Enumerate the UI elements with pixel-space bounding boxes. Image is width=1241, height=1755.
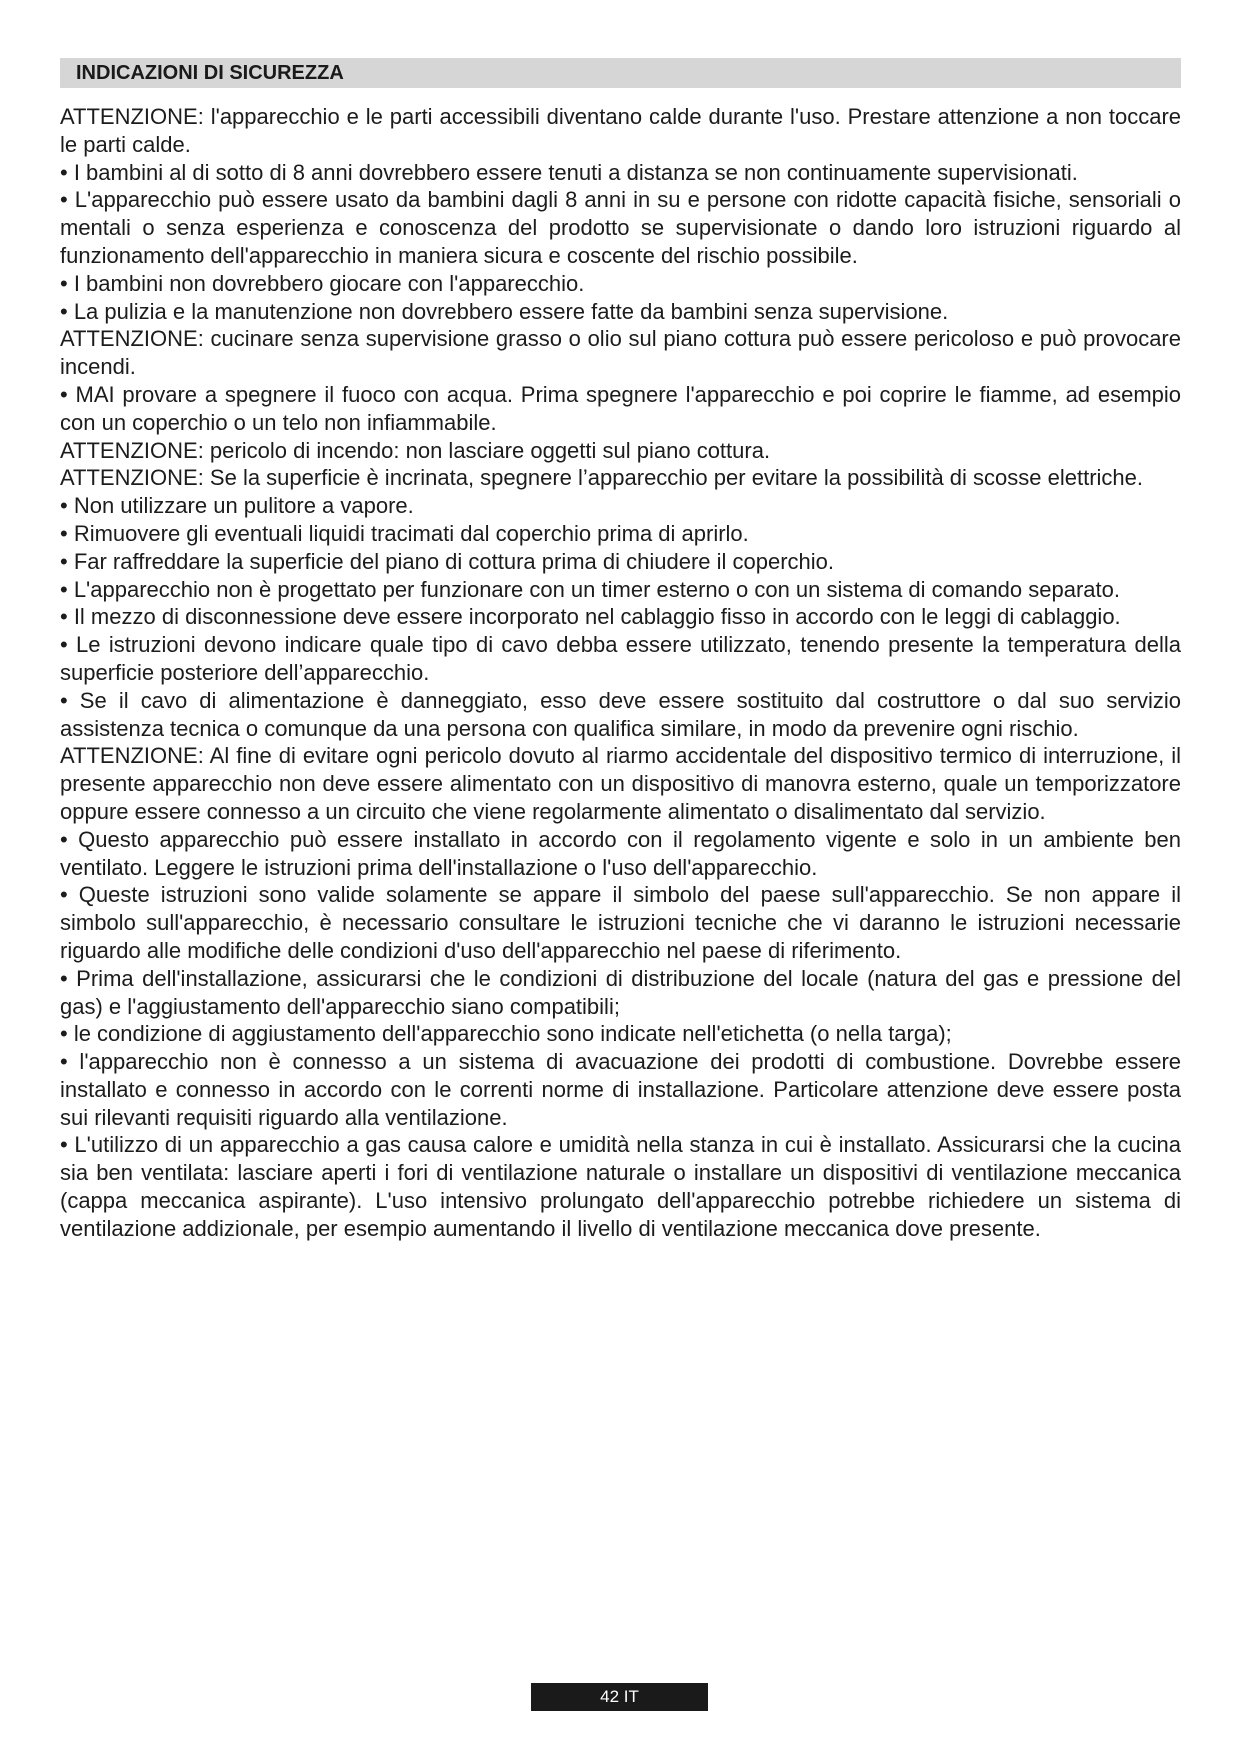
paragraph: • Queste istruzioni sono valide solamente se appare il simbolo del paese sull'apparecchio. Se non appare il simbolo sull'apparecchio, è necessario consultare le istruzioni tecniche che vi daranno le istruzioni necessarie riguardo alle modifiche delle condizioni d'uso dell'apparecchio nel paese di riferimento. [60, 882, 1181, 963]
paragraph: • L'utilizzo di un apparecchio a gas causa calore e umidità nella stanza in cui è installato. Assicurarsi che la cucina sia ben ventilata: lasciare aperti i fori di ventilazione naturale o installare un dispositivi di ventilazione meccanica (cappa meccanica aspirante). L'uso intensivo prolungato dell'apparecchio potrebbe richiedere un sistema di ventilazione addizionale, per esempio aumentando il livello di ventilazione meccanica dove presente. [60, 1132, 1181, 1241]
paragraph: • I bambini non dovrebbero giocare con l'apparecchio. [60, 270, 585, 296]
paragraph: ATTENZIONE: l'apparecchio e le parti accessibili diventano calde durante l'uso. Prestare attenzione a non toccare le parti calde. [60, 104, 1181, 157]
safety-text-body [60, 103, 1181, 1243]
paragraph: • Far raffreddare la superficie del piano di cottura prima di chiudere il coperchio. [60, 548, 835, 574]
paragraph: ATTENZIONE: pericolo di incendo: non lasciare oggetti sul piano cottura. [60, 437, 771, 463]
paragraph: • I bambini al di sotto di 8 anni dovrebbero essere tenuti a distanza se non continuamente supervisionati. [60, 159, 1078, 185]
paragraph: ATTENZIONE: Se la superficie è incrinata, spegnere l’apparecchio per evitare la possibilità di scosse elettriche. [60, 465, 1143, 491]
paragraph: • Prima dell'installazione, assicurarsi che le condizioni di distribuzione del locale (natura del gas e pressione del gas) e l'aggiustamento dell'apparecchio siano compatibili; [60, 965, 1181, 1019]
paragraph: • Se il cavo di alimentazione è danneggiato, esso deve essere sostituito dal costruttore o dal suo servizio assistenza tecnica o comunque da una persona con qualifica similare, in modo da prevenire ogni rischio. [60, 687, 1181, 741]
paragraph: • MAI provare a spegnere il fuoco con acqua. Prima spegnere l'apparecchio e poi coprire le fiamme, ad esempio con un coperchio o un telo non infiammabile. [60, 381, 1181, 435]
paragraph: • le condizione di aggiustamento dell'apparecchio sono indicate nell'etichetta (o nella targa); [60, 1021, 952, 1047]
paragraph: ATTENZIONE: Al fine di evitare ogni pericolo dovuto al riarmo accidentale del dispositivo termico di interruzione, il presente apparecchio non deve essere alimentato con un dispositivo di manovra esterno, quale un temporizzatore oppure essere connesso a un circuito che viene regolarmente alimentato o disalimentato dal servizio. [60, 743, 1181, 824]
section-title: INDICAZIONI DI SICUREZZA [60, 58, 1181, 88]
paragraph: • Le istruzioni devono indicare quale tipo di cavo debba essere utilizzato, tenendo presente la temperatura della superficie posteriore dell’apparecchio. [60, 632, 1181, 685]
paragraph: • Il mezzo di disconnessione deve essere incorporato nel cablaggio fisso in accordo con le leggi di cablaggio. [60, 604, 1121, 630]
paragraph: • La pulizia e la manutenzione non dovrebbero essere fatte da bambini senza supervisione. [60, 298, 949, 324]
paragraph: • L'apparecchio non è progettato per funzionare con un timer esterno o con un sistema di comando separato. [60, 576, 1120, 602]
paragraph: • l'apparecchio non è connesso a un sistema di avacuazione dei prodotti di combustione. Dovrebbe essere installato e connesso in accordo con le correnti norme di installazione. Particolare attenzione deve essere posta sui rilevanti requisiti riguardo alla ventilazione. [60, 1049, 1181, 1130]
page-number-label: 42 IT [531, 1683, 708, 1711]
paragraph: • L'apparecchio può essere usato da bambini dagli 8 anni in su e persone con ridotte capacità fisiche, sensoriali o mentali o senza esperienza e conoscenza del prodotto se supervisionate o dando loro istruzioni riguardo al funzionamento dell'apparecchio in maniera sicura e coscente del rischio possibile. [60, 187, 1181, 268]
paragraph: • Non utilizzare un pulitore a vapore. [60, 493, 414, 519]
paragraph: ATTENZIONE: cucinare senza supervisione grasso o olio sul piano cottura può essere pericoloso e può provocare incendi. [60, 326, 1181, 380]
paragraph: • Questo apparecchio può essere installato in accordo con il regolamento vigente e solo in un ambiente ben ventilato. Leggere le istruzioni prima dell'installazione o l'uso dell'apparecchio. [60, 826, 1181, 880]
paragraph: • Rimuovere gli eventuali liquidi tracimati dal coperchio prima di aprirlo. [60, 520, 749, 546]
